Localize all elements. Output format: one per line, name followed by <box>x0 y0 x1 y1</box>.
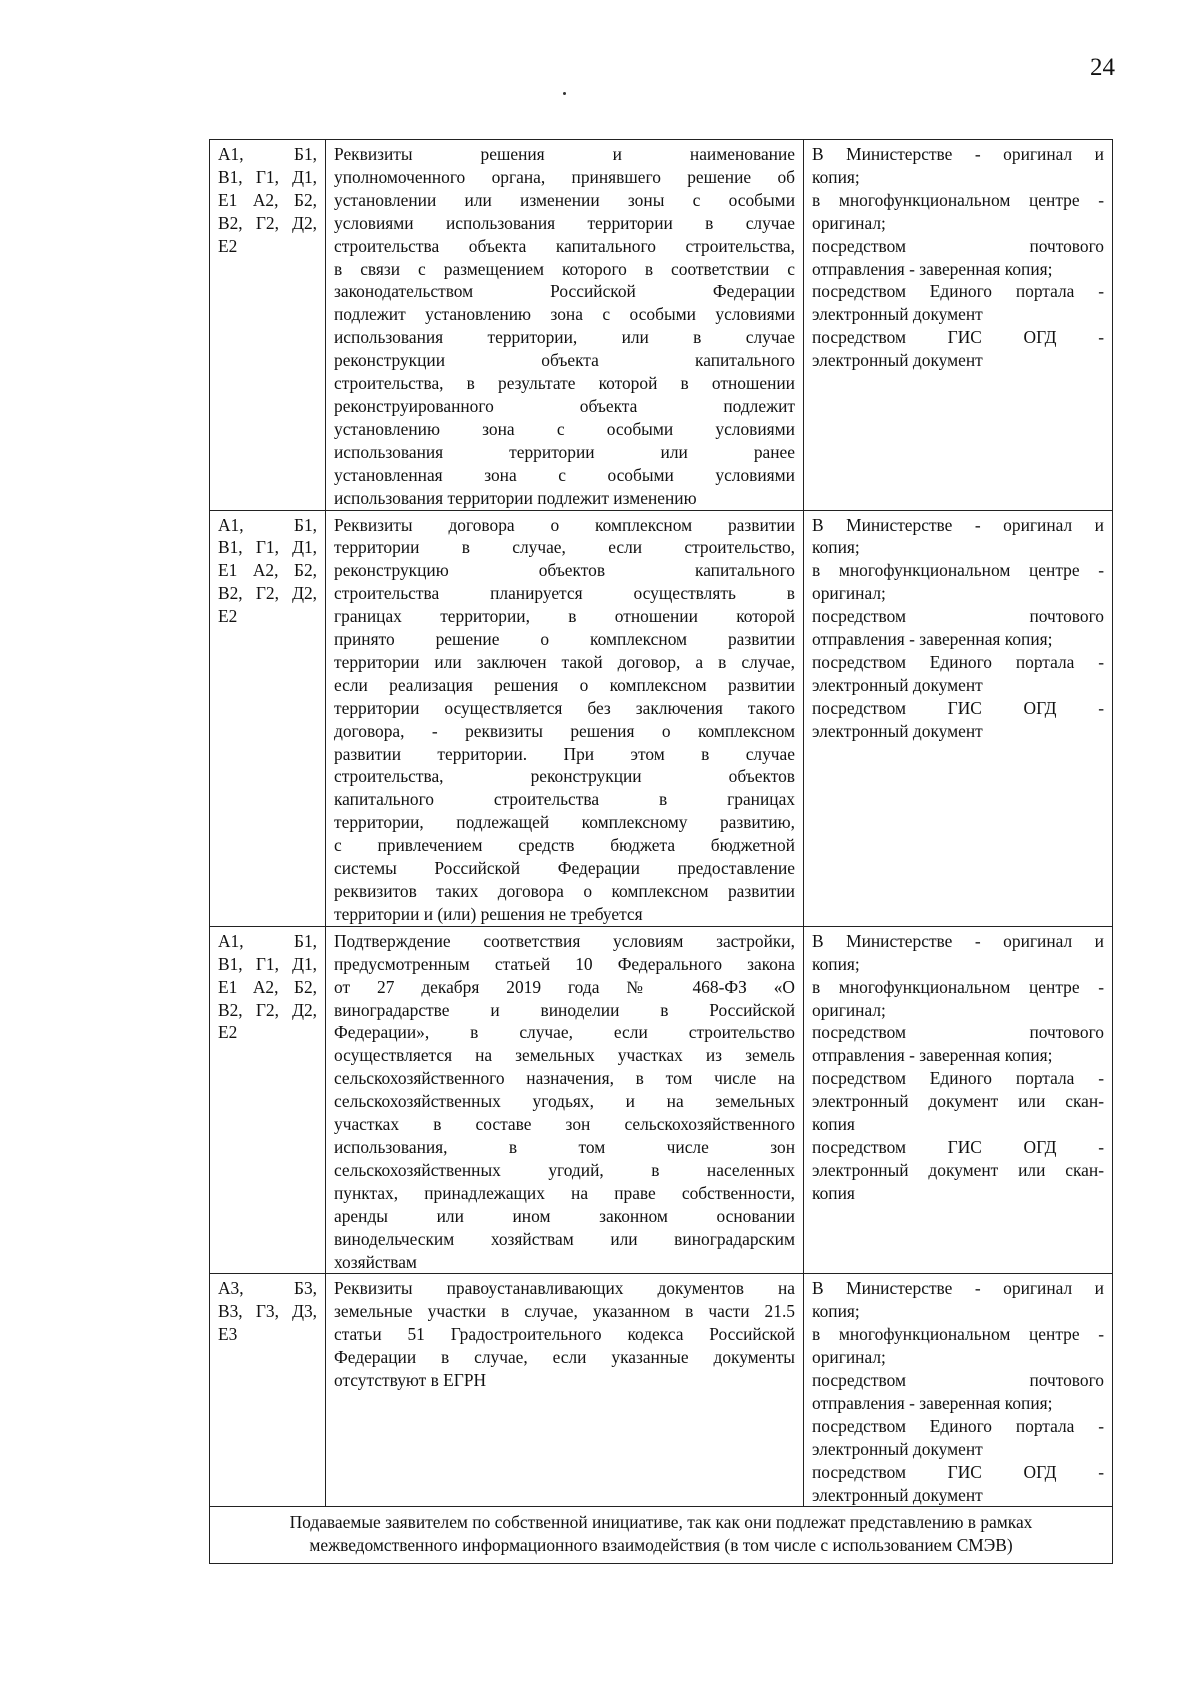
code-line: В1, Г1, Д1, <box>218 953 317 974</box>
requisites-line: земельные участки в случае, указанном в части 21.5 <box>334 1301 795 1322</box>
way-line: копия <box>812 1182 855 1203</box>
requisites-line: пунктах, принадлежащих на праве собственности, <box>334 1182 795 1203</box>
requisites-line: территории осуществляется без заключения такого <box>334 697 795 718</box>
requisites-line: с привлечением средств бюджета бюджетной <box>334 835 795 856</box>
way-line: В Министерстве - оригинал и <box>812 1278 1104 1299</box>
requisites-line: реквизитов таких договора о комплексном развитии <box>334 881 795 901</box>
requisites-line: принято решение о комплексном развитии <box>334 629 795 650</box>
requisites-line: условиями использования территории в случае <box>334 212 795 233</box>
submission-ways-cell <box>804 140 1113 511</box>
requisites-cell <box>326 140 804 511</box>
way-line: посредством ГИС ОГД - <box>812 697 1104 718</box>
way-line: электронный документ или скан- <box>812 1159 1104 1180</box>
way-line: отправления - заверенная копия; <box>812 258 1053 279</box>
way-line: отправления - заверенная копия; <box>812 629 1053 650</box>
way-line: посредством Единого портала - <box>812 651 1104 672</box>
code-line: Е2 <box>218 235 238 256</box>
submission-ways-cell <box>804 926 1113 1274</box>
way-line: электронный документ <box>812 1484 983 1505</box>
requisites-line: Федерации», в случае, если строительство <box>334 1022 795 1043</box>
requisites-line: использования территории или ранее <box>334 441 795 462</box>
code-line: А3, Б3, <box>218 1278 317 1299</box>
way-line: в многофункциональном центре - <box>812 976 1104 997</box>
way-line: в многофункциональном центре - <box>812 1324 1104 1345</box>
requisites-line: уполномоченного органа, принявшего решение об <box>334 166 795 187</box>
requisites-cell <box>326 926 804 1274</box>
requisites-table <box>209 139 1113 1564</box>
requisites-line: границах территории, в отношении которой <box>334 606 795 627</box>
requisites-line: реконструкции объекта капитального <box>334 350 795 371</box>
requisites-line: сельскохозяйственных угодий, в населенных <box>334 1159 795 1180</box>
code-line: Е3 <box>218 1324 238 1345</box>
way-line: копия; <box>812 953 860 974</box>
requisites-line: строительства, реконструкции объектов <box>334 766 795 787</box>
way-line: посредством ГИС ОГД - <box>812 1136 1104 1157</box>
way-line: электронный документ <box>812 1438 983 1459</box>
way-line: посредством ГИС ОГД - <box>812 327 1104 348</box>
requisites-line: строительства, в результате которой в отношении <box>334 373 795 394</box>
scan-speck <box>563 92 566 95</box>
way-line: отправления - заверенная копия; <box>812 1045 1053 1066</box>
footer-line: Подаваемые заявителем по собственной инициативе, так как они подлежат представлению в рамках <box>289 1512 1033 1533</box>
way-line: электронный документ или скан- <box>812 1091 1104 1112</box>
requisites-line: территории или заключен такой договор, а в случае, <box>334 651 795 672</box>
requisites-line: участках в составе зон сельскохозяйственного <box>334 1114 795 1135</box>
way-line: электронный документ <box>812 350 983 371</box>
requisites-line: территории в случае, если строительство, <box>334 537 795 558</box>
code-line: В3, Г3, Д3, <box>218 1301 317 1322</box>
way-line: в многофункциональном центре - <box>812 189 1104 210</box>
codes-cell <box>210 140 326 511</box>
requisites-line: статьи 51 Градостроительного кодекса Российской <box>334 1324 795 1345</box>
requisites-line: Реквизиты договора о комплексном развитии <box>334 514 795 535</box>
requisites-line: хозяйствам <box>334 1251 417 1272</box>
way-line: посредством почтового <box>812 606 1104 627</box>
requisites-line: Реквизиты правоустанавливающих документов на <box>334 1278 795 1299</box>
code-line: В1, Г1, Д1, <box>218 537 317 558</box>
codes-cell <box>210 1274 326 1507</box>
requisites-line: договора, - реквизиты решения о комплексном <box>334 720 795 741</box>
table-row <box>210 1274 1113 1507</box>
requisites-line: установленная зона с особыми условиями <box>334 464 795 485</box>
footer-cell <box>210 1507 1113 1564</box>
code-line: В2, Г2, Д2, <box>218 212 317 233</box>
code-line: Е1 А2, Б2, <box>218 189 317 210</box>
requisites-line: использования территории, или в случае <box>334 327 795 348</box>
submission-ways-cell <box>804 1274 1113 1507</box>
way-line: оригинал; <box>812 1347 886 1368</box>
way-line: отправления - заверенная копия; <box>812 1392 1053 1413</box>
requisites-line: в связи с размещением которого в соответствии с <box>334 258 795 279</box>
requisites-line: законодательством Российской Федерации <box>334 281 795 302</box>
way-line: оригинал; <box>812 583 886 604</box>
way-line: копия; <box>812 1301 860 1322</box>
requisites-line: Подтверждение соответствия условиям застройки, <box>334 930 795 951</box>
requisites-line: капитального строительства в границах <box>334 789 795 810</box>
code-line: А1, Б1, <box>218 930 317 951</box>
requisites-line: территории, подлежащей комплексному развитию, <box>334 812 795 833</box>
requisites-line: Федерации в случае, если указанные документы <box>334 1347 795 1368</box>
requisites-line: отсутствуют в ЕГРН <box>334 1370 487 1391</box>
way-line: В Министерстве - оригинал и <box>812 930 1104 951</box>
requisites-line: сельскохозяйственных угодьях, и на земельных <box>334 1091 795 1112</box>
way-line: электронный документ <box>812 304 983 325</box>
requisites-line: развитии территории. При этом в случае <box>334 743 795 764</box>
requisites-line: предусмотренным статьей 10 Федерального закона <box>334 953 795 974</box>
requisites-line: от 27 декабря 2019 года № 468-ФЗ «О <box>334 976 795 997</box>
way-line: посредством почтового <box>812 235 1104 256</box>
table-row <box>210 510 1113 926</box>
requisites-line: если реализация решения о комплексном развитии <box>334 674 795 695</box>
code-line: В2, Г2, Д2, <box>218 999 317 1020</box>
requisites-line: подлежит установлению зона с особыми условиями <box>334 304 795 325</box>
code-line: Е2 <box>218 606 238 627</box>
way-line: В Министерстве - оригинал и <box>812 514 1104 535</box>
requisites-line: территории и (или) решения не требуется <box>334 903 643 924</box>
way-line: электронный документ <box>812 720 983 741</box>
requisites-cell <box>326 1274 804 1507</box>
requisites-line: реконструкцию объектов капитального <box>334 560 795 581</box>
footer-line: межведомственного информационного взаимодействия (в том числе с использованием СМЭВ) <box>309 1535 1013 1556</box>
submission-ways-cell <box>804 510 1113 926</box>
codes-cell <box>210 926 326 1274</box>
requisites-line: системы Российской Федерации предоставление <box>334 858 795 879</box>
codes-cell <box>210 510 326 926</box>
code-line: А1, Б1, <box>218 144 317 164</box>
way-line: копия <box>812 1114 855 1135</box>
table-row <box>210 140 1113 511</box>
way-line: посредством Единого портала - <box>812 1068 1104 1089</box>
way-line: электронный документ <box>812 674 983 695</box>
requisites-line: осуществляется на земельных участках из земель <box>334 1045 795 1066</box>
requisites-cell <box>326 510 804 926</box>
code-line: А1, Б1, <box>218 514 317 535</box>
way-line: оригинал; <box>812 212 886 233</box>
code-line: В2, Г2, Д2, <box>218 583 317 604</box>
requisites-line: реконструированного объекта подлежит <box>334 395 795 416</box>
way-line: посредством почтового <box>812 1022 1104 1043</box>
requisites-line: аренды или ином законном основании <box>334 1205 795 1226</box>
requisites-line: строительства планируется осуществлять в <box>334 583 795 604</box>
way-line: посредством почтового <box>812 1370 1104 1391</box>
requisites-line: использования, в том числе зон <box>334 1136 795 1157</box>
requisites-line: строительства объекта капитального строительства, <box>334 235 795 256</box>
code-line: В1, Г1, Д1, <box>218 166 317 187</box>
requisites-line: винодельческим хозяйствам или виноградарским <box>334 1228 795 1249</box>
way-line: посредством ГИС ОГД - <box>812 1461 1104 1482</box>
way-line: В Министерстве - оригинал и <box>812 144 1104 164</box>
page-number: 24 <box>1090 54 1115 81</box>
code-line: Е1 А2, Б2, <box>218 976 317 997</box>
requisites-line: виноградарстве и виноделии в Российской <box>334 999 795 1020</box>
code-line: Е2 <box>218 1022 238 1043</box>
requisites-line: установлению зона с особыми условиями <box>334 418 795 439</box>
footer-row <box>210 1507 1113 1564</box>
way-line: в многофункциональном центре - <box>812 560 1104 581</box>
way-line: посредством Единого портала - <box>812 281 1104 302</box>
way-line: копия; <box>812 166 860 187</box>
requisites-line: использования территории подлежит изменению <box>334 487 697 508</box>
way-line: оригинал; <box>812 999 886 1020</box>
way-line: посредством Единого портала - <box>812 1415 1104 1436</box>
table-body <box>210 140 1113 1564</box>
way-line: копия; <box>812 537 860 558</box>
requisites-line: сельскохозяйственного назначения, в том числе на <box>334 1068 795 1089</box>
code-line: Е1 А2, Б2, <box>218 560 317 581</box>
requisites-line: установлении или изменении зоны с особыми <box>334 189 795 210</box>
requisites-line: Реквизиты решения и наименование <box>334 144 795 164</box>
table-row <box>210 926 1113 1274</box>
